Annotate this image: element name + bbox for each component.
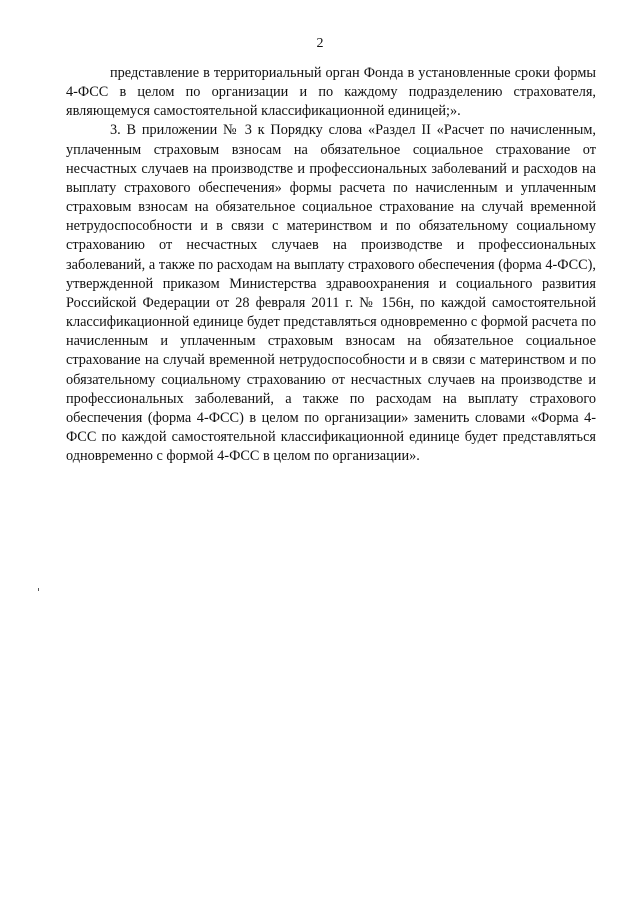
paragraph-continuation: представление в территориальный орган Фонда в установленные сроки формы 4-ФСС в целом по организации и по каждому подразделению страхователя, являющемуся самостоятельной классификационной единицей;».	[66, 65, 596, 120]
page-number: 2	[316, 36, 324, 51]
paragraph-item-3: 3. В приложении № 3 к Порядку слова «Раздел II «Расчет по начисленным, уплаченным страховым взносам на обязательное социальное страхование от несчастных случаев на производстве и профессиональных заболеваний и расходов на выплату страхового обеспечения» формы расчета по начисленным и уплаченным страховым взносам на обязательное социальное страхование на случай временной нетрудоспособности и в связи с материнством и по обязательному социальному страхованию от несчастных случаев на производстве и профессиональных заболеваний, а также по расходам на выплату страхового обеспечения (форма 4-ФСС), утвержденной приказом Министерства здравоохранения и социального развития Российской Федерации от 28 февраля 2011 г. № 156н, по каждой самостоятельной классификационной единице будет представляться одновременно с формой расчета по начисленным и уплаченным страховым взносам на обязательное социальное страхование на случай временной нетрудоспособности и в связи с материнством и по обязательному социальному страхованию от несчастных случаев на производстве и профессиональных заболеваний, а также по расходам на выплату страхового обеспечения (форма 4-ФСС) в целом по организации» заменить словами «Форма 4-ФСС по каждой самостоятельной классификационной единице будет представляться одновременно с формой 4-ФСС в целом по организации».	[66, 122, 596, 465]
scan-speck	[38, 588, 39, 591]
document-body	[66, 64, 596, 466]
